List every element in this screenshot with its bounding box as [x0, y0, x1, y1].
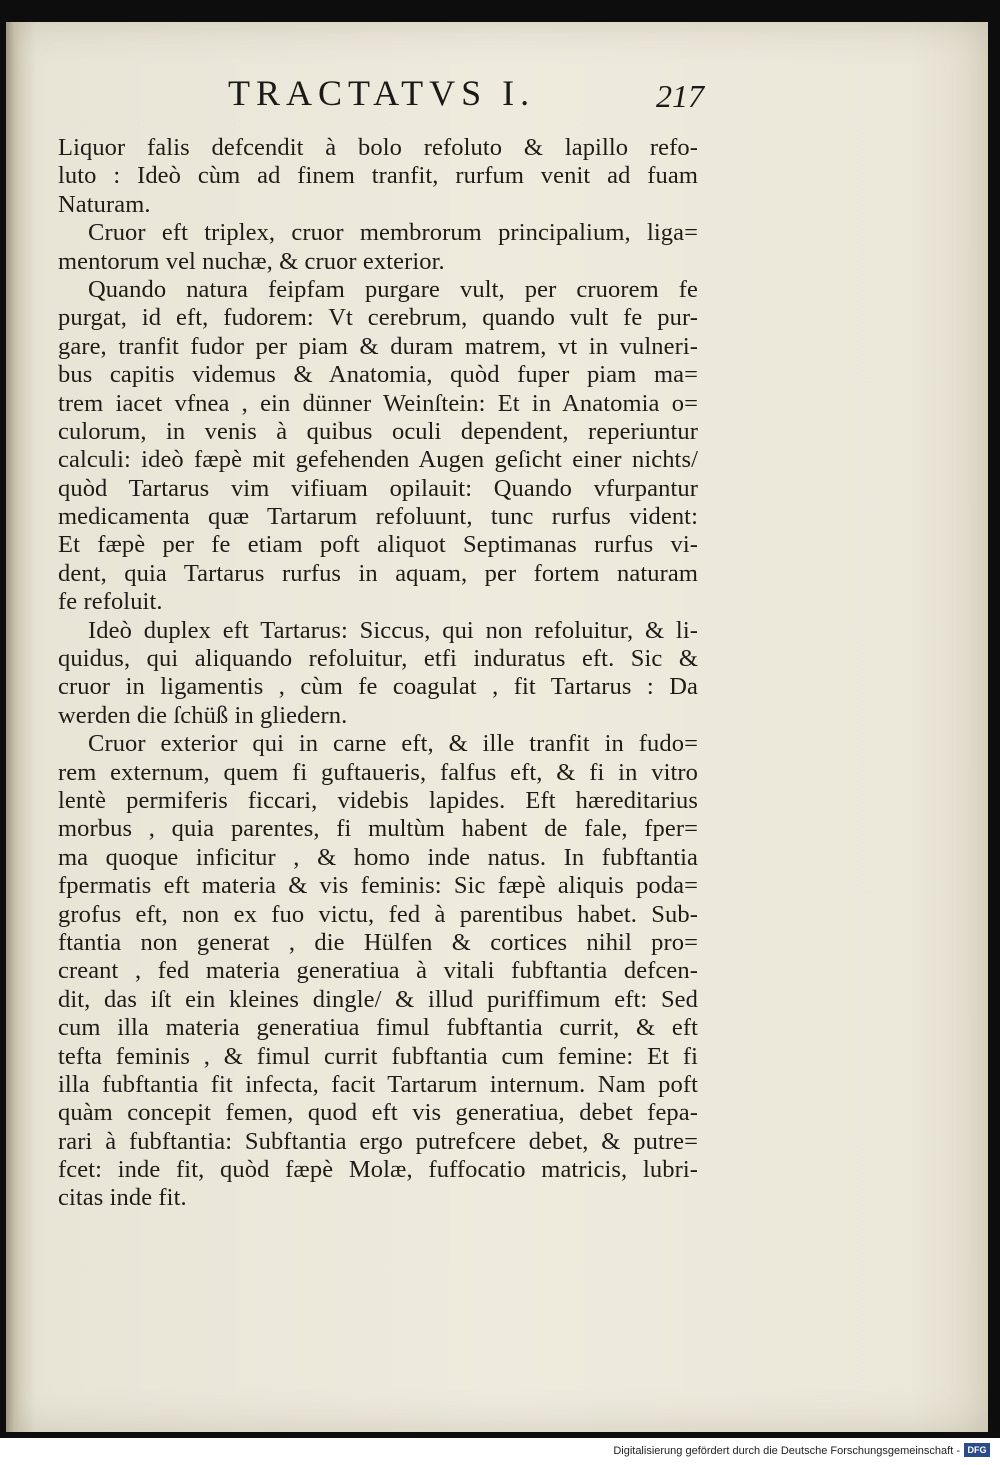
- text-line: gare, tranfit fudor per piam & duram matrem, vt in vulneri-: [58, 332, 698, 360]
- text-line: trem iacet vfnea , ein dünner Weinſtein: Et in Anatomia o=: [58, 389, 698, 417]
- text-line: illa fubftantia fit infecta, facit Tartarum internum. Nam poft: [58, 1070, 698, 1098]
- text-line: rem externum, quem fi guftaueris, falfus eft, & fi in vitro: [58, 758, 698, 786]
- text-line: werden die ſchüß in gliedern.: [58, 701, 348, 729]
- text-line: lentè permiferis ficcari, videbis lapides. Eft hæreditarius: [58, 786, 698, 814]
- text-line: Liquor falis defcendit à bolo refoluto & lapillo refo-: [58, 134, 698, 161]
- footer-credit: Digitalisierung gefördert durch die Deutsche Forschungsgemeinschaft -: [613, 1445, 960, 1457]
- text-line: quidus, qui aliquando refoluitur, etfi induratus eft. Sic &: [58, 645, 698, 673]
- text-line: Cruor exterior qui in carne eft, & ille tranfit in fudo=: [88, 730, 698, 758]
- text-line: mentorum vel nuchæ, & cruor exterior.: [58, 247, 445, 275]
- text-line: quàm concepit femen, quod eft vis generatiua, debet fepa-: [58, 1099, 698, 1127]
- text-line: luto : Ideò cùm ad finem tranfit, rurfum venit ad fuam: [58, 162, 698, 190]
- text-line: citas inde fit.: [58, 1184, 187, 1212]
- text-line: grofus eft, non ex fuo victu, fed à parentibus habet. Sub-: [58, 900, 698, 928]
- text-line: ftantia non generat , die Hülfen & cortices nihil pro=: [58, 928, 698, 956]
- book-page: [6, 22, 988, 1432]
- text-line: fe refoluit.: [58, 588, 163, 616]
- text-line: rari à fubftantia: Subftantia ergo putrefcere debet, & putre=: [58, 1127, 698, 1155]
- text-line: medicamenta quæ Tartarum refoluunt, tunc rurfus vident:: [58, 503, 698, 531]
- text-line: cum illa materia generatiua fimul fubftantia currit, & eft: [58, 1014, 698, 1042]
- body-text: [58, 134, 698, 1213]
- text-line: bus capitis videmus & Anatomia, quòd fuper piam ma=: [58, 361, 698, 389]
- text-line: purgat, id eft, fudorem: Vt cerebrum, quando vult fe pur-: [58, 304, 698, 332]
- text-line: cruor in ligamentis , cùm fe coagulat , fit Tartarus : Da: [58, 673, 698, 701]
- text-line: Et fæpè per fe etiam poft aliquot Septimanas rurfus vi-: [58, 531, 698, 559]
- text-line: dent, quia Tartarus rurfus in aquam, per fortem naturam: [58, 559, 698, 587]
- text-line: Ideò duplex eft Tartarus: Siccus, qui non refoluitur, & li-: [88, 616, 698, 644]
- text-line: quòd Tartarus vim vifiuam opilauit: Quando vfurpantur: [58, 474, 698, 502]
- text-line: Naturam.: [58, 190, 151, 218]
- text-line: morbus , quia parentes, fi multùm habent de fale, fper=: [58, 815, 698, 843]
- text-line: fcet: inde fit, quòd fæpè Molæ, fuffocatio matricis, lubri-: [58, 1156, 698, 1184]
- running-head: [6, 68, 988, 118]
- text-line: Quando natura feipfam purgare vult, per cruorem fe: [88, 275, 698, 303]
- page-gutter-edge: [6, 22, 20, 1432]
- text-line: dit, das iſt ein kleines dingle/ & illud puriffimum eft: Sed: [58, 985, 698, 1013]
- text-line: tefta feminis , & fimul currit fubftantia cum femine: Et fi: [58, 1042, 698, 1070]
- text-line: culorum, in venis à quibus oculi dependent, reperiuntur: [58, 417, 698, 445]
- footer-bar: [0, 1438, 1000, 1465]
- page-number: 217: [656, 78, 704, 114]
- dfg-logo-icon: DFG: [964, 1443, 990, 1457]
- text-line: creant , fed materia generatiua à vitali fubftantia defcen-: [58, 957, 698, 985]
- text-line: ma quoque inficitur , & homo inde natus. In fubftantia: [58, 843, 698, 871]
- running-head-title: TRACTATVS I.: [228, 73, 536, 113]
- text-line: Cruor eft triplex, cruor membrorum principalium, liga=: [88, 219, 698, 247]
- text-line: fpermatis eft materia & vis feminis: Sic fæpè aliquis poda=: [58, 872, 698, 900]
- text-line: calculi: ideò fæpè mit gefehenden Augen geſicht einer nichts/: [58, 446, 698, 474]
